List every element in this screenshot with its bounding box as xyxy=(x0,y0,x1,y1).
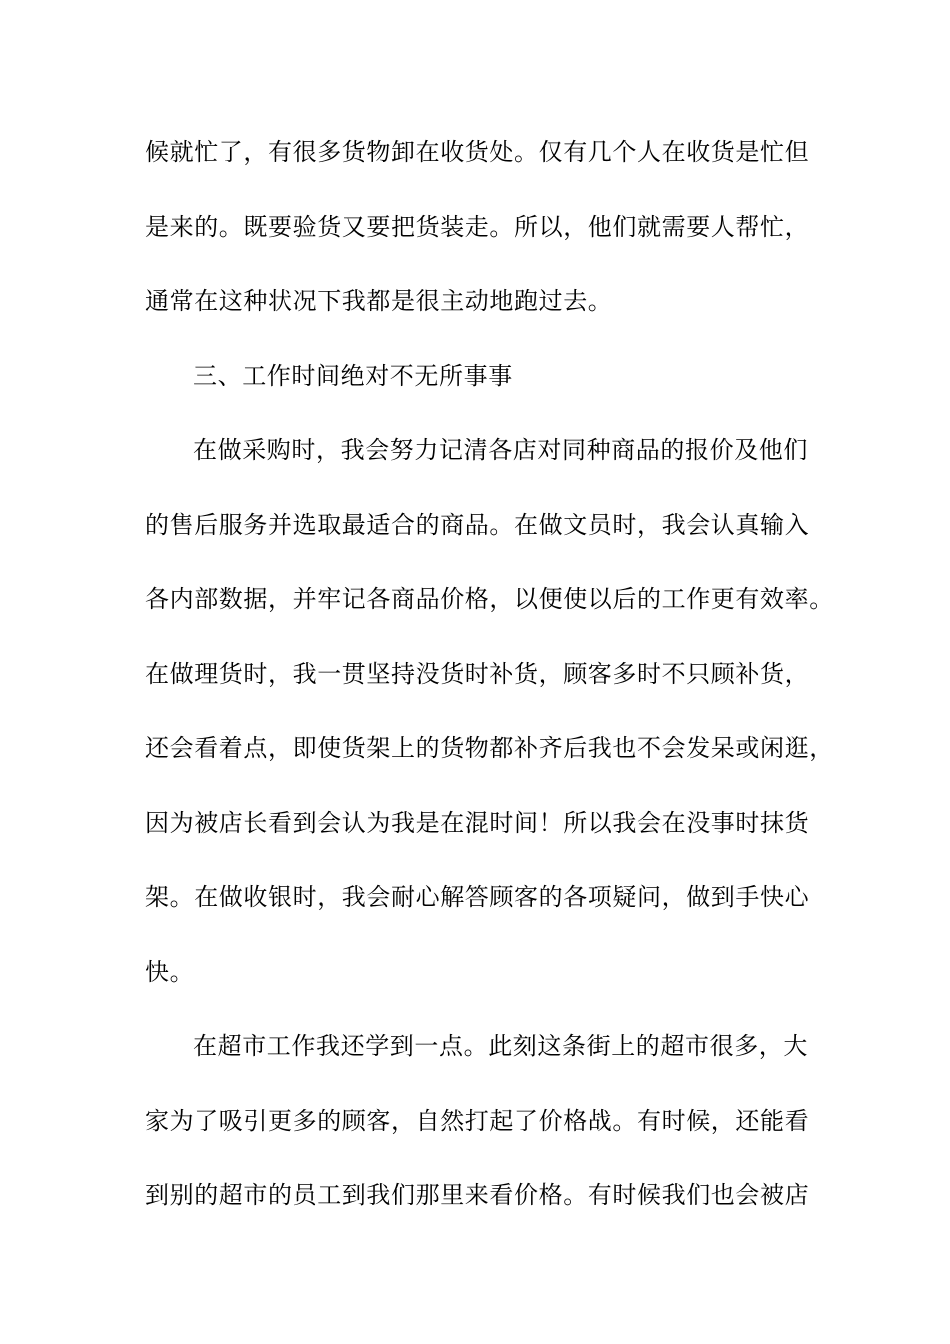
section-heading: 三、工作时间绝对不无所事事 xyxy=(193,362,513,390)
body-text-line: 因为被店长看到会认为我是在混时间！所以我会在没事时抹货 xyxy=(145,809,810,837)
body-text-line: 通常在这种状况下我都是很主动地跑过去。 xyxy=(145,287,613,315)
body-text-line: 架。在做收银时，我会耐心解答顾客的各项疑问，做到手快心 xyxy=(145,883,810,911)
body-text-line: 是来的。既要验货又要把货装走。所以，他们就需要人帮忙， xyxy=(145,213,810,241)
body-text-line: 还会看着点，即使货架上的货物都补齐后我也不会发呆或闲逛， xyxy=(145,734,834,762)
body-text-line: 候就忙了，有很多货物卸在收货处。仅有几个人在收货是忙但 xyxy=(145,138,810,166)
body-text-line: 快。 xyxy=(145,958,195,986)
body-text-line: 各内部数据，并牢记各商品价格，以便使以后的工作更有效率。 xyxy=(145,585,834,613)
body-text-line: 在做采购时，我会努力记清各店对同种商品的报价及他们 xyxy=(193,436,808,464)
body-text-line: 到别的超市的员工到我们那里来看价格。有时候我们也会被店 xyxy=(145,1181,810,1209)
body-text-line: 在超市工作我还学到一点。此刻这条街上的超市很多，大 xyxy=(193,1032,808,1060)
body-text-line: 在做理货时，我一贯坚持没货时补货，顾客多时不只顾补货， xyxy=(145,660,810,688)
body-text-line: 的售后服务并选取最适合的商品。在做文员时，我会认真输入 xyxy=(145,511,810,539)
body-text-line: 家为了吸引更多的顾客，自然打起了价格战。有时候，还能看 xyxy=(145,1107,810,1135)
